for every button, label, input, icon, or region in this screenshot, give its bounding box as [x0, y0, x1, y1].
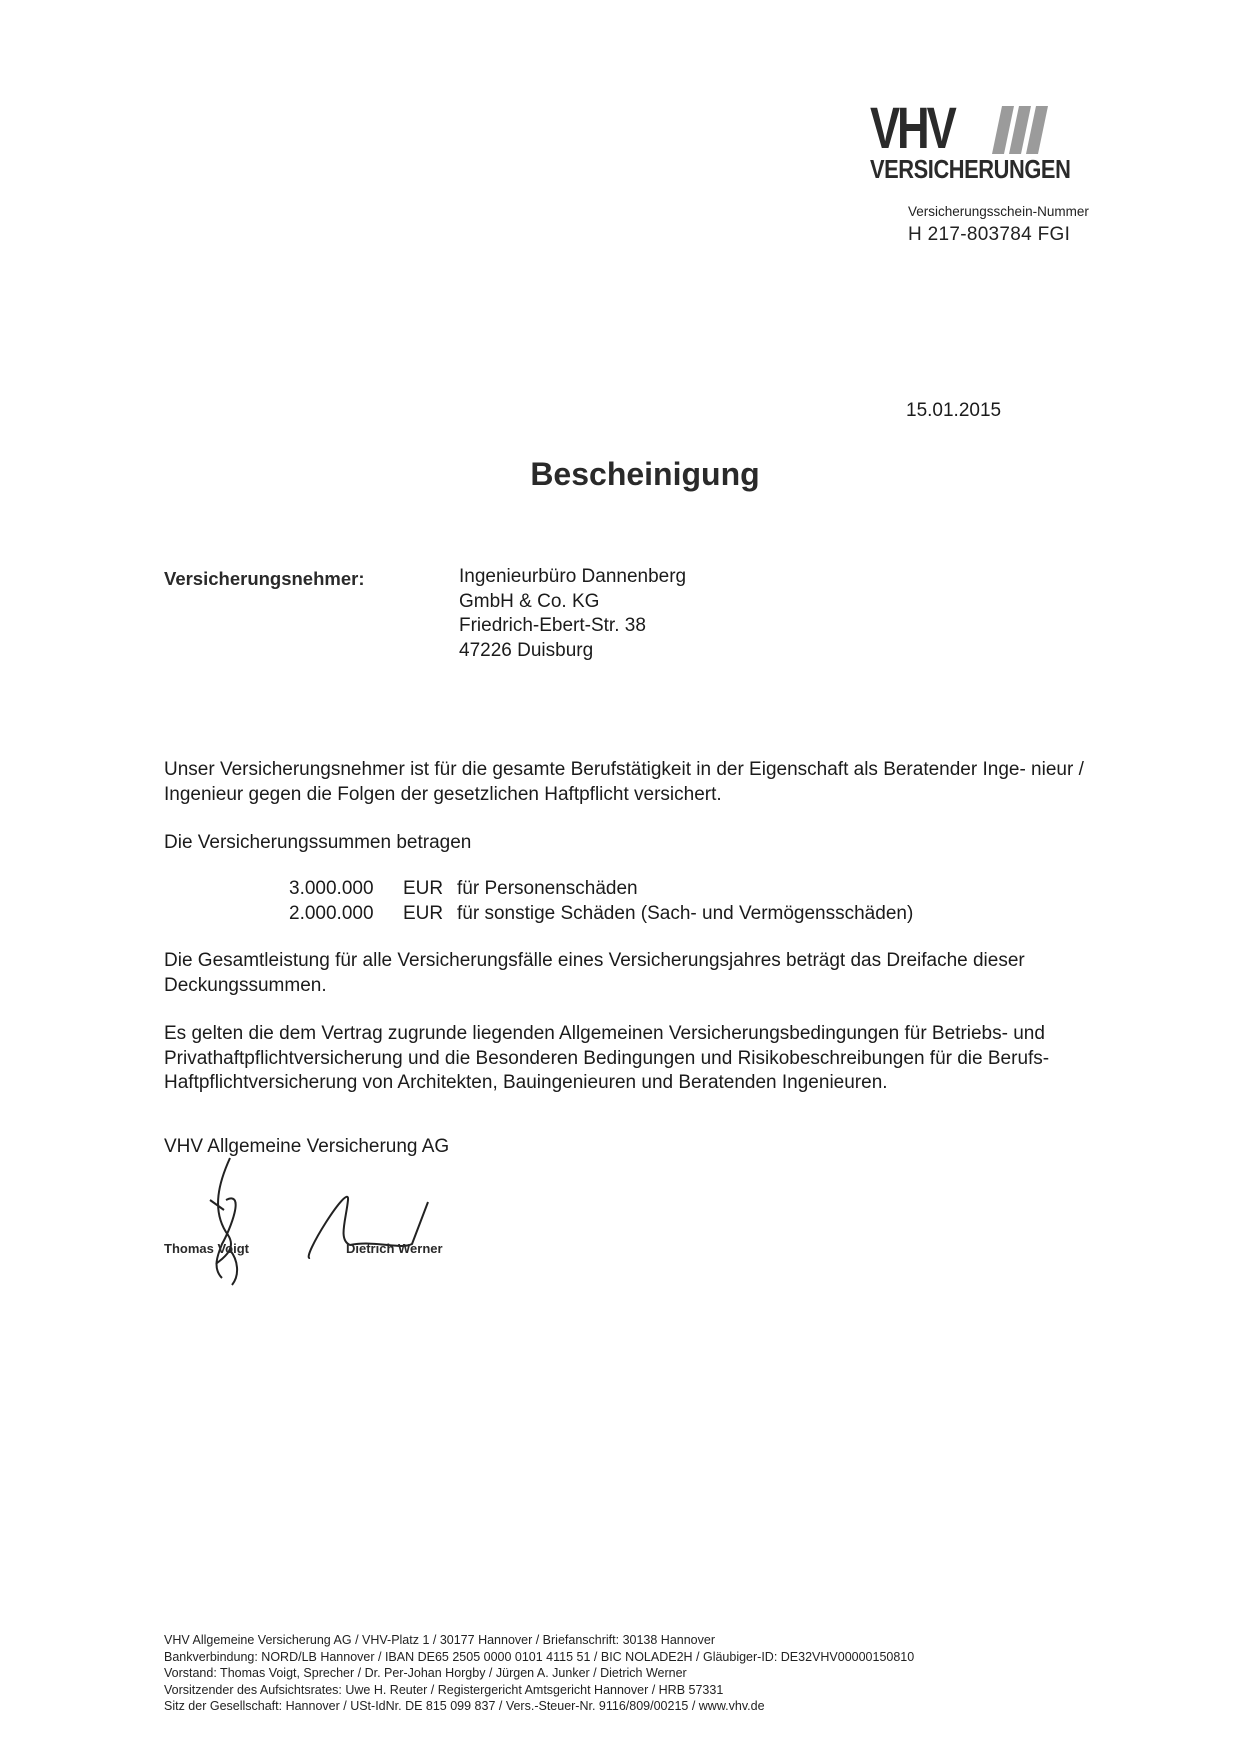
sum-currency: EUR [403, 878, 444, 899]
sums-intro: Die Versicherungssummen betragen [164, 832, 472, 853]
footer-line: Vorsitzender des Aufsichtsrates: Uwe H. Reuter / Registergericht Amtsgericht Hannover / HRB 57331 [164, 1682, 724, 1697]
logo-subtitle: VERSICHERUNGEN [870, 154, 1071, 184]
total-paragraph: Die Gesamtleistung für alle Versicherungsfälle eines Versicherungsjahres beträgt das Dreifache dieser Deckungssummen. [164, 950, 1025, 996]
policy-number: H 217-803784 FGI [908, 224, 1071, 245]
footer-line: Sitz der Gesellschaft: Hannover / USt-IdNr. DE 815 099 837 / Vers.-Steuer-Nr. 9116/809/00215 / www.vhv.de [164, 1699, 765, 1714]
footer-line: Vorstand: Thomas Voigt, Sprecher / Dr. Per-Johan Horgby / Jürgen A. Junker / Dietrich Werner [164, 1666, 687, 1681]
address-line: Ingenieurbüro Dannenberg [459, 566, 687, 587]
conditions-paragraph: Es gelten die dem Vertrag zugrunde liegenden Allgemeinen Versicherungsbedingungen für Betriebs- und Privathaftpflichtversicherung und die Besonderen Bedingungen und Risikobeschreibungen für die Berufs-Haftpflichtversicherung von Architekten, Bauingenieuren und Beratenden Ingenieuren. [164, 1023, 1050, 1093]
sum-amount: 3.000.000 [289, 878, 374, 899]
policyholder-label: Versicherungsnehmer: [164, 568, 365, 589]
sum-description: für Personenschäden [457, 878, 638, 899]
intro-paragraph: Unser Versicherungsnehmer ist für die gesamte Berufstätigkeit in der Eigenschaft als Beratender Inge- nieur / Ingenieur gegen die Folgen der gesetzlichen Haftpflicht versichert. [164, 759, 1084, 805]
vhv-logo [870, 96, 1110, 190]
address-line: 47226 Duisburg [459, 639, 594, 661]
sum-currency: EUR [403, 902, 444, 924]
legal-footer [164, 1632, 914, 1715]
footer-line: VHV Allgemeine Versicherung AG / VHV-Platz 1 / 30177 Hannover / Briefanschrift: 30138 Hannover [164, 1633, 716, 1647]
policyholder-address [459, 565, 686, 663]
footer-line: Bankverbindung: NORD/LB Hannover / IBAN DE65 2505 0000 0101 4115 51 / BIC NOLADE2H / Gläubiger-ID: DE32VHV00000150810 [164, 1649, 915, 1664]
address-line: GmbH & Co. KG [459, 590, 600, 612]
document-title: Bescheinigung [530, 456, 760, 492]
logo-slashes-icon [992, 106, 1048, 154]
sum-description: für sonstige Schäden (Sach- und Vermögensschäden) [457, 902, 914, 924]
handwritten-signatures [150, 1140, 480, 1290]
signer-name: Thomas Voigt [164, 1241, 249, 1256]
document-date: 15.01.2015 [906, 400, 1002, 421]
sum-amount: 2.000.000 [289, 902, 374, 924]
address-line: Friedrich-Ebert-Str. 38 [459, 615, 646, 636]
logo-wordmark: VHV [870, 96, 954, 161]
signing-company: VHV Allgemeine Versicherung AG [164, 1136, 450, 1157]
signer-name: Dietrich Werner [346, 1241, 443, 1256]
signature-voigt [210, 1158, 237, 1285]
policy-number-label: Versicherungsschein-Nummer [908, 204, 1089, 219]
